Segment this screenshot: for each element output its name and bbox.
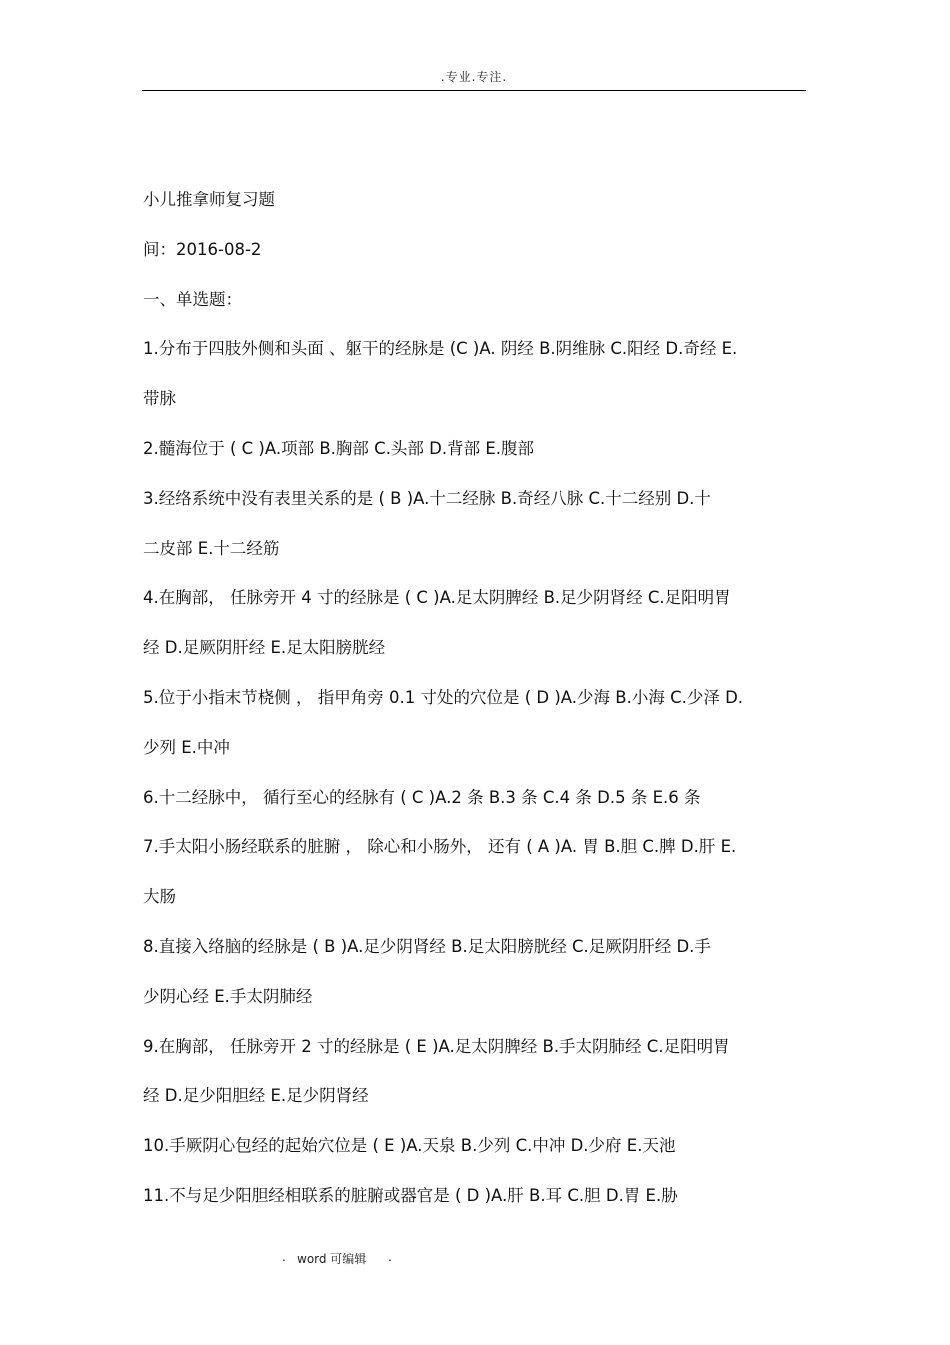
footer-text: word 可编辑 (297, 1252, 367, 1266)
document-date: 间：2016-08-2 (143, 239, 262, 259)
question-line: 10.手厥阴心包经的起始穴位是 ( E )A.天泉 B.少列 C.中冲 D.少府 E.天池 (143, 1136, 676, 1156)
question-line: 少阴心经 E.手太阴肺经 (143, 986, 313, 1006)
question-line: 1.分布于四肢外侧和头面 、躯干的经脉是 (C )A. 阴经 B.阴维脉 C.阳经 D.奇经 E. (143, 339, 738, 359)
question-line: 经 D.足少阳胆经 E.足少阴肾经 (143, 1086, 369, 1106)
question-line: 大肠 (143, 887, 176, 907)
question-line: 带脉 (143, 389, 176, 409)
page-header: .专业.专注. (440, 70, 508, 84)
section-heading: 一、单选题： (143, 289, 242, 309)
question-line: 9.在胸部， 任脉旁开 2 寸的经脉是 ( E )A.足太阴脾经 B.手太阴肺经 C.足阳明胃 (143, 1036, 730, 1056)
question-line: 5.位于小指末节桡侧 ， 指甲角旁 0.1 寸处的穴位是 ( D )A.少海 B.小海 C.少泽 D. (143, 687, 744, 707)
question-line: 2.髓海位于 ( C )A.项部 B.胸部 C.头部 D.背部 E.腹部 (143, 438, 535, 458)
question-line: 经 D.足厥阴肝经 E.足太阳膀胱经 (143, 638, 386, 658)
question-line: 6.十二经脉中， 循行至心的经脉有 ( C )A.2 条 B.3 条 C.4 条 D.5 条 E.6 条 (143, 787, 701, 807)
footer-dot: . (282, 1250, 286, 1264)
question-line: 11.不与足少阳胆经相联系的脏腑或器官是 ( D )A.肝 B.耳 C.胆 D.胃 E.胁 (143, 1185, 678, 1205)
footer-dot: . (388, 1250, 392, 1264)
document-body (143, 175, 813, 1221)
question-line: 少列 E.中冲 (143, 737, 230, 757)
question-line: 二皮部 E.十二经筋 (143, 538, 280, 558)
question-line: 8.直接入络脑的经脉是 ( B )A.足少阴肾经 B.足太阳膀胱经 C.足厥阴肝经 D.手 (143, 936, 711, 956)
question-line: 3.经络系统中没有表里关系的是 ( B )A.十二经脉 B.奇经八脉 C.十二经别 D.十 (143, 488, 711, 508)
question-line: 7.手太阳小肠经联系的脏腑 ， 除心和小肠外， 还有 ( A )A. 胃 B.胆 C.脾 D.肝 E. (143, 837, 737, 857)
question-line: 4.在胸部， 任脉旁开 4 寸的经脉是 ( C )A.足太阴脾经 B.足少阴肾经 C.足阳明胃 (143, 588, 731, 608)
header-divider (142, 90, 806, 91)
document-title: 小儿推拿师复习题 (143, 190, 275, 209)
